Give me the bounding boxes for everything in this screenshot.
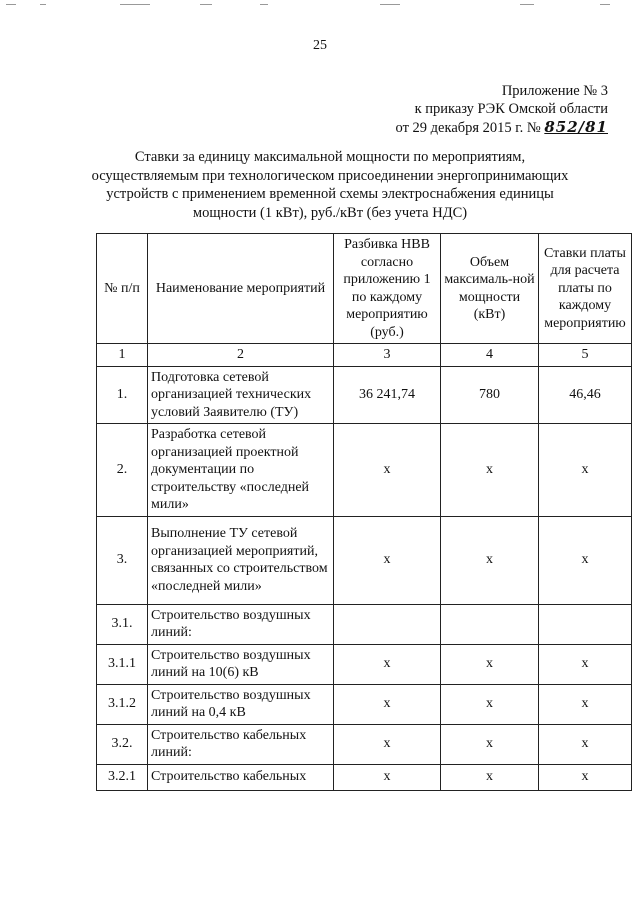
- row-power: [441, 604, 539, 644]
- title-line: устройств с применением временной схемы электроснабжения единицы: [106, 186, 554, 202]
- row-nvv: х: [334, 644, 441, 684]
- row-rate: [539, 604, 632, 644]
- title-line: Ставки за единицу максимальной мощности по мероприятиям,: [134, 149, 526, 165]
- appendix-title: Приложение № 3: [501, 83, 608, 99]
- table-row: [97, 516, 632, 604]
- table-row: [97, 424, 632, 517]
- table-row: [97, 604, 632, 644]
- appendix-header: [396, 82, 608, 137]
- table-header-row: [97, 234, 632, 344]
- index-cell: 2: [148, 344, 334, 367]
- title-line: мощности (1 кВт), руб./кВт (без учета НДС): [192, 204, 468, 221]
- row-nvv: х: [334, 764, 441, 790]
- scan-artifacts: [0, 0, 640, 20]
- table-row: [97, 764, 632, 790]
- row-num: 3.2.: [97, 724, 148, 764]
- row-num: 3.1.2: [97, 684, 148, 724]
- appendix-date-text: от 29 декабря 2015 г. №: [395, 120, 541, 136]
- header-num: № п/п: [97, 234, 148, 344]
- row-power: х: [441, 684, 539, 724]
- column-index-row: [97, 344, 632, 367]
- table-row: [97, 644, 632, 684]
- row-num: 3.2.1: [97, 764, 148, 790]
- index-cell: 1: [97, 344, 148, 367]
- header-rate: Ставки платы для расчета платы по каждому мероприятию: [539, 234, 632, 344]
- appendix-order-date: [396, 118, 608, 137]
- handwritten-order-number: 852/81: [544, 118, 608, 136]
- header-nvv: Разбивка НВВ согласно приложению 1 по каждому мероприятию (руб.): [334, 234, 441, 344]
- row-name: Строительство воздушных линий:: [148, 604, 334, 644]
- row-num: 3.1.1: [97, 644, 148, 684]
- row-rate: х: [539, 684, 632, 724]
- table-row: [97, 366, 632, 424]
- index-cell: 3: [334, 344, 441, 367]
- index-cell: 4: [441, 344, 539, 367]
- row-name: Строительство воздушных линий на 0,4 кВ: [148, 684, 334, 724]
- row-name: Строительство воздушных линий на 10(6) кВ: [148, 644, 334, 684]
- title-line: осуществляемым при технологическом присоединении энергопринимающих: [91, 167, 569, 184]
- row-power: 780: [441, 366, 539, 424]
- row-nvv: х: [334, 684, 441, 724]
- row-power: х: [441, 516, 539, 604]
- table-row: [97, 684, 632, 724]
- document-title: [70, 148, 590, 222]
- row-power: х: [441, 424, 539, 517]
- row-num: 2.: [97, 424, 148, 517]
- row-name: Разработка сетевой организацией проектной документации по строительству «последней мили»: [148, 424, 334, 517]
- row-rate: х: [539, 516, 632, 604]
- row-rate: х: [539, 644, 632, 684]
- row-num: 1.: [97, 366, 148, 424]
- row-power: х: [441, 724, 539, 764]
- row-rate: 46,46: [539, 366, 632, 424]
- row-nvv: [334, 604, 441, 644]
- row-power: х: [441, 764, 539, 790]
- row-num: 3.: [97, 516, 148, 604]
- page-number: 25: [313, 38, 327, 53]
- row-name: Строительство кабельных: [148, 764, 334, 790]
- row-nvv: х: [334, 724, 441, 764]
- rates-table: [96, 233, 632, 791]
- row-name: Строительство кабельных линий:: [148, 724, 334, 764]
- row-name: Подготовка сетевой организацией технических условий Заявителю (ТУ): [148, 366, 334, 424]
- table-row: [97, 724, 632, 764]
- header-power: Объем максималь-ной мощности (кВт): [441, 234, 539, 344]
- row-num: 3.1.: [97, 604, 148, 644]
- row-rate: х: [539, 424, 632, 517]
- row-nvv: х: [334, 424, 441, 517]
- row-power: х: [441, 644, 539, 684]
- row-rate: х: [539, 724, 632, 764]
- row-nvv: 36 241,74: [334, 366, 441, 424]
- appendix-order-ref: к приказу РЭК Омской области: [414, 101, 608, 117]
- row-name: Выполнение ТУ сетевой организацией мероприятий, связанных со строительством «последней мили»: [148, 516, 334, 604]
- row-nvv: х: [334, 516, 441, 604]
- header-name: Наименование мероприятий: [148, 234, 334, 344]
- row-rate: х: [539, 764, 632, 790]
- index-cell: 5: [539, 344, 632, 367]
